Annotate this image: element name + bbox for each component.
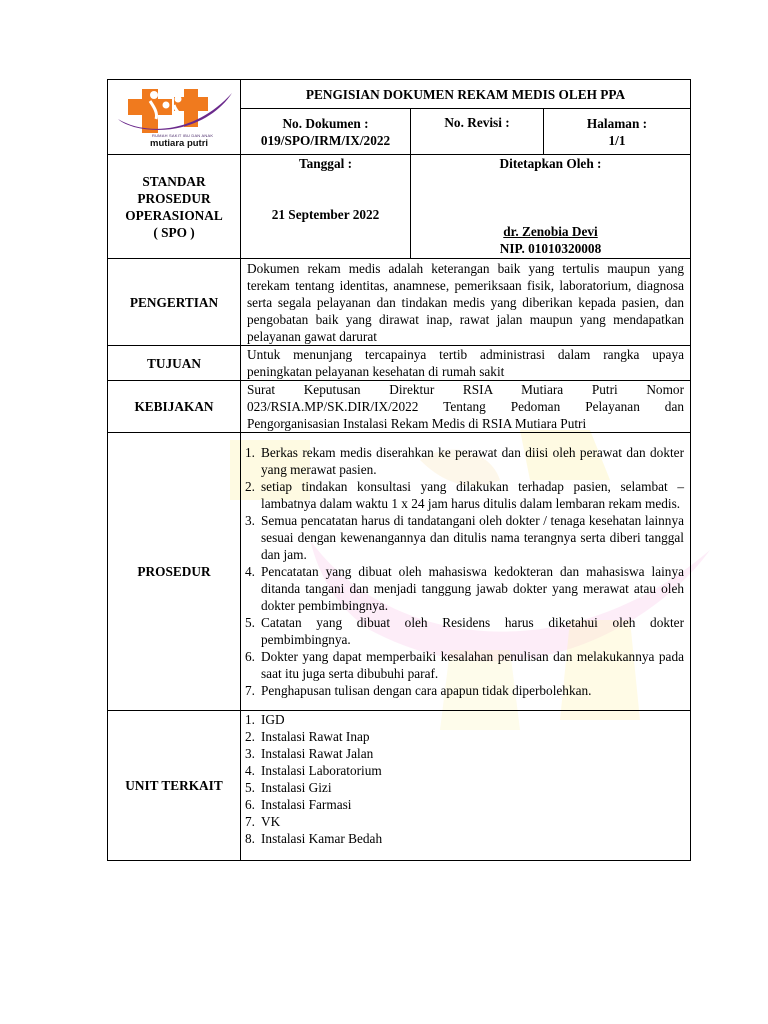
list-item-number: 2. [245,479,255,494]
date-label: Tanggal : [298,156,353,171]
spo-label-line: OPERASIONAL [125,207,223,223]
list-item [241,813,684,830]
doc-number-value: 019/SPO/IRM/IX/2022 [260,132,391,148]
prosedur-content [241,433,691,711]
list-item-text: Penghapusan tulisan dengan cara apapun tidak diperbolehkan. [261,683,592,698]
list-item [241,762,684,779]
list-item-text: Semua pencatatan harus di tandatangani oleh dokter / tenaga kesehatan lainnya sesuai dengan kewenangannya dan ditulis nama terangnya serta diberi tanggal dan jam. [261,513,685,562]
list-item-text: VK [261,814,281,829]
list-item [241,648,684,682]
spo-label-line: ( SPO ) [153,224,195,240]
hospital-logo-icon [114,85,234,133]
list-item [241,796,684,813]
list-item-number: 7. [245,683,255,698]
date-cell [241,155,411,259]
list-item-text: Instalasi Gizi [261,780,332,795]
list-item-text: Dokter yang dapat memperbaiki kesalahan penulisan dan melakukannya pada saat itu juga serta dibubuhi paraf. [261,649,685,681]
hospital-logo-name: mutiara putri [150,138,209,149]
list-item [241,728,684,745]
list-item-number: 6. [245,649,255,664]
spo-document-table [107,79,691,861]
pengertian-label: PENGERTIAN [108,259,241,346]
list-item-text: Instalasi Farmasi [261,797,352,812]
list-item-text: Instalasi Rawat Inap [261,729,370,744]
list-item-text: setiap tindakan konsultasi yang dilakukan terhadap pasien, selambat – lambatnya dalam waktu 1 x 24 jam harus ditulis dalam lembaran rekam medis. [261,479,685,511]
hospital-logo-cell [108,80,241,155]
list-item-number: 8. [245,831,255,846]
list-item-number: 5. [245,780,255,795]
doc-number-label: No. Dokumen : [282,115,369,131]
list-item [241,614,684,648]
revision-cell [411,109,544,155]
tujuan-label: TUJUAN [108,346,241,381]
doc-number-cell [241,109,411,155]
kebijakan-text: Surat Keputusan Direktur RSIA Mutiara Putri Nomor 023/RSIA.MP/SK.DIR/IX/2022 Tentang Pedoman Pelayanan dan Pengorganisasian Instalasi Rekam Medis di RSIA Mutiara Putri [241,381,691,433]
list-item-text: Catatan yang dibuat oleh Residens harus diketahui oleh dokter pembimbingnya. [261,615,685,647]
spo-label-cell [108,155,241,259]
page-value: 1/1 [608,132,626,148]
list-item [241,563,684,614]
hospital-logo-subtitle: RUMAH SAKIT IBU DAN ANAK [152,133,214,138]
list-item-number: 6. [245,797,255,812]
date-value: 21 September 2022 [271,207,380,222]
list-item-text: Instalasi Rawat Jalan [261,746,374,761]
prosedur-label: PROSEDUR [108,433,241,711]
hospital-logo [114,85,234,149]
list-item [241,830,684,847]
unit-terkait-label: UNIT TERKAIT [108,711,241,861]
list-item-number: 4. [245,763,255,778]
page-cell [544,109,691,155]
list-item [241,512,684,563]
list-item-number: 3. [245,513,255,528]
list-item [241,711,684,728]
list-item-number: 3. [245,746,255,761]
list-item [241,444,684,478]
list-item [241,478,684,512]
list-item-text: Instalasi Kamar Bedah [261,831,383,846]
list-item-number: 5. [245,615,255,630]
approved-by-label: Ditetapkan Oleh : [499,156,602,171]
pengertian-text: Dokumen rekam medis adalah keterangan baik yang tertulis maupun yang terekam tentang identitas, anamnese, pemeriksaan fisik, laboratorium, diagnosa serta segala pelayanan dan tindakan medis yang diberikan kepada pasien, dan pengobatan baik yang dirawat inap, rawat jalan maupun yang mendapatkan pelayanan gawat darurat [241,259,691,346]
list-item-number: 7. [245,814,255,829]
list-item-text: Instalasi Laboratorium [261,763,382,778]
spo-label-line: PROSEDUR [137,190,211,206]
list-item [241,745,684,762]
list-item-text: Berkas rekam medis diserahkan ke perawat dan diisi oleh perawat dan dokter yang merawat pasien. [261,445,685,477]
prosedur-list [241,444,684,699]
list-item-number: 2. [245,729,255,744]
signer-name: dr. Zenobia Devi [503,224,598,239]
unit-terkait-list [241,711,684,847]
approval-cell [411,155,691,259]
spo-label-line: STANDAR [142,173,206,189]
revision-label: No. Revisi : [444,115,510,130]
unit-terkait-content [241,711,691,861]
tujuan-text: Untuk menunjang tercapainya tertib administrasi dalam rangka upaya peningkatan pelayanan kesehatan di rumah sakit [241,346,691,381]
page-label: Halaman : [586,115,648,131]
document-title: PENGISIAN DOKUMEN REKAM MEDIS OLEH PPA [241,80,691,109]
list-item-number: 1. [245,712,255,727]
list-item-text: Pencatatan yang dibuat oleh mahasiswa kedokteran dan mahasiswa lainya ditanda tangani dan menjadi tanggung jawab dokter yang merawat atau oleh dokter pembimbingnya. [261,564,685,613]
kebijakan-label: KEBIJAKAN [108,381,241,433]
list-item [241,682,684,699]
list-item-text: IGD [261,712,285,727]
list-item-number: 4. [245,564,255,579]
list-item-number: 1. [245,445,255,460]
signer-nip: NIP. 01010320008 [499,241,602,256]
list-item [241,779,684,796]
